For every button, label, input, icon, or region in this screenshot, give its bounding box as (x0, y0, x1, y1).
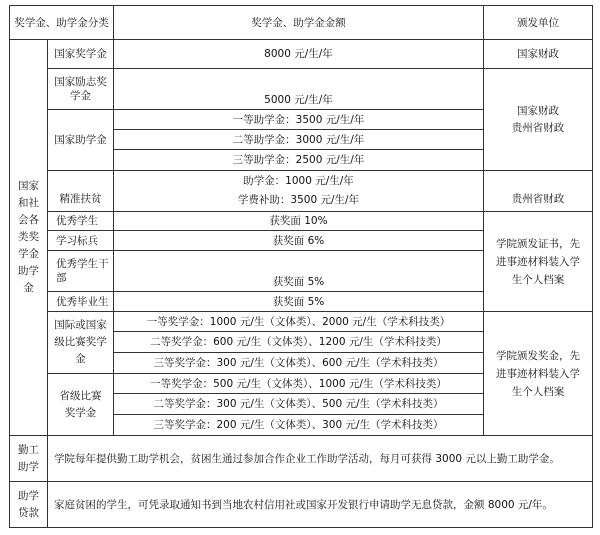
row-excellent-graduate-amount: 获奖面 5% (113, 291, 484, 312)
row-national-scholarship-issuer: 国家财政 (483, 39, 593, 69)
national-grant-level-2: 二等助学金：3000 元/生/年 (113, 129, 484, 150)
row-targeted-poverty-issuer (483, 170, 593, 212)
row-excellent-student-name: 优秀学生 (47, 211, 114, 231)
issuer-certificate: 学院颁发证书，先进事迹材料装入学生个人档案 (483, 211, 593, 312)
targeted-poverty-line-1: 助学金：1000 元/生/年 (243, 175, 354, 187)
competition-provincial-level-2: 二等奖学金：300 元/生（文体类）、500 元/生（学术科技类） (113, 393, 484, 415)
targeted-poverty-name-text: 精准扶贫 (59, 193, 102, 205)
excellent-cadre-name-text: 优秀学生干部 (56, 258, 109, 284)
row-national-scholarship-amount: 8000 元/生/年 (113, 39, 484, 69)
competition-provincial-level-1: 一等奖学金：500 元/生（文体类）、1000 元/生（学术科技类） (113, 373, 484, 394)
competition-national-level-2: 二等奖学金：600 元/生（文体类）、1200 元/生（学术科技类） (113, 331, 484, 353)
row-study-model-name: 学习标兵 (47, 230, 114, 251)
issuer-national-provincial: 国家财政 贵州省财政 (483, 68, 593, 171)
issuer-money: 学院颁发奖金，先进事迹材料装入学生个人档案 (483, 311, 593, 436)
targeted-poverty-issuer-text: 贵州省财政 (511, 193, 565, 205)
student-loan-label (9, 481, 48, 528)
group-label (9, 39, 48, 436)
row-competition-provincial-name (47, 373, 114, 436)
national-encouragement-name-text: 国家励志奖学金 (54, 76, 107, 102)
student-loan-text: 家庭贫困的学生，可凭录取通知书到当地农村信用社或国家开发银行申请助学无息贷款，金额 8000 元/年。 (47, 481, 593, 528)
national-grant-level-3: 三等助学金：2500 元/生/年 (113, 149, 484, 171)
work-study-text: 学院每年提供勤工助学机会，贫困生通过参加合作企业工作助学活动，每月可获得 3000 元以上勤工助学金。 (47, 435, 593, 482)
competition-provincial-level-3: 三等奖学金：200 元/生（文体类）、300 元/生（学术科技类） (113, 414, 484, 436)
row-study-model-amount: 获奖面 6% (113, 230, 484, 251)
national-grant-level-1: 一等助学金：3500 元/生/年 (113, 109, 484, 130)
row-targeted-poverty-amount (113, 170, 484, 212)
competition-national-level-1: 一等奖学金：1000 元/生（文体类）、2000 元/生（学术科技类） (113, 311, 484, 332)
targeted-poverty-line-2: 学费补助：3500 元/生/年 (237, 194, 360, 206)
row-targeted-poverty-name (47, 170, 114, 212)
row-excellent-graduate-name: 优秀毕业生 (47, 291, 114, 312)
row-excellent-cadre-amount: 获奖面 5% (113, 250, 484, 292)
competition-provincial-name-text: 省级比赛奖学金 (59, 389, 102, 419)
student-loan-label-text: 助学贷款 (18, 489, 39, 519)
row-national-encouragement-name (47, 68, 114, 110)
row-excellent-student-amount: 获奖面 10% (113, 211, 484, 231)
work-study-label-text: 勤工助学 (18, 443, 39, 473)
row-excellent-cadre-name (47, 250, 114, 292)
row-national-grant-name: 国家助学金 (47, 109, 114, 171)
row-competition-national-name (47, 311, 114, 374)
header-amount: 奖学金、助学金金额 (113, 5, 484, 40)
group-label-text: 国家和社会各类奖学金助学金 (18, 180, 39, 294)
competition-national-name-text: 国际或国家级比赛奖学金 (54, 319, 107, 365)
row-national-scholarship-name: 国家奖学金 (47, 39, 114, 69)
header-category: 奖学金、助学金分类 (9, 5, 114, 40)
row-national-encouragement-amount: 5000 元/生/年 (113, 68, 484, 110)
header-issuer: 颁发单位 (483, 5, 593, 40)
competition-national-level-3: 三等奖学金：300 元/生（文体类）、600 元/生（学术科技类） (113, 352, 484, 374)
work-study-label (9, 435, 48, 482)
